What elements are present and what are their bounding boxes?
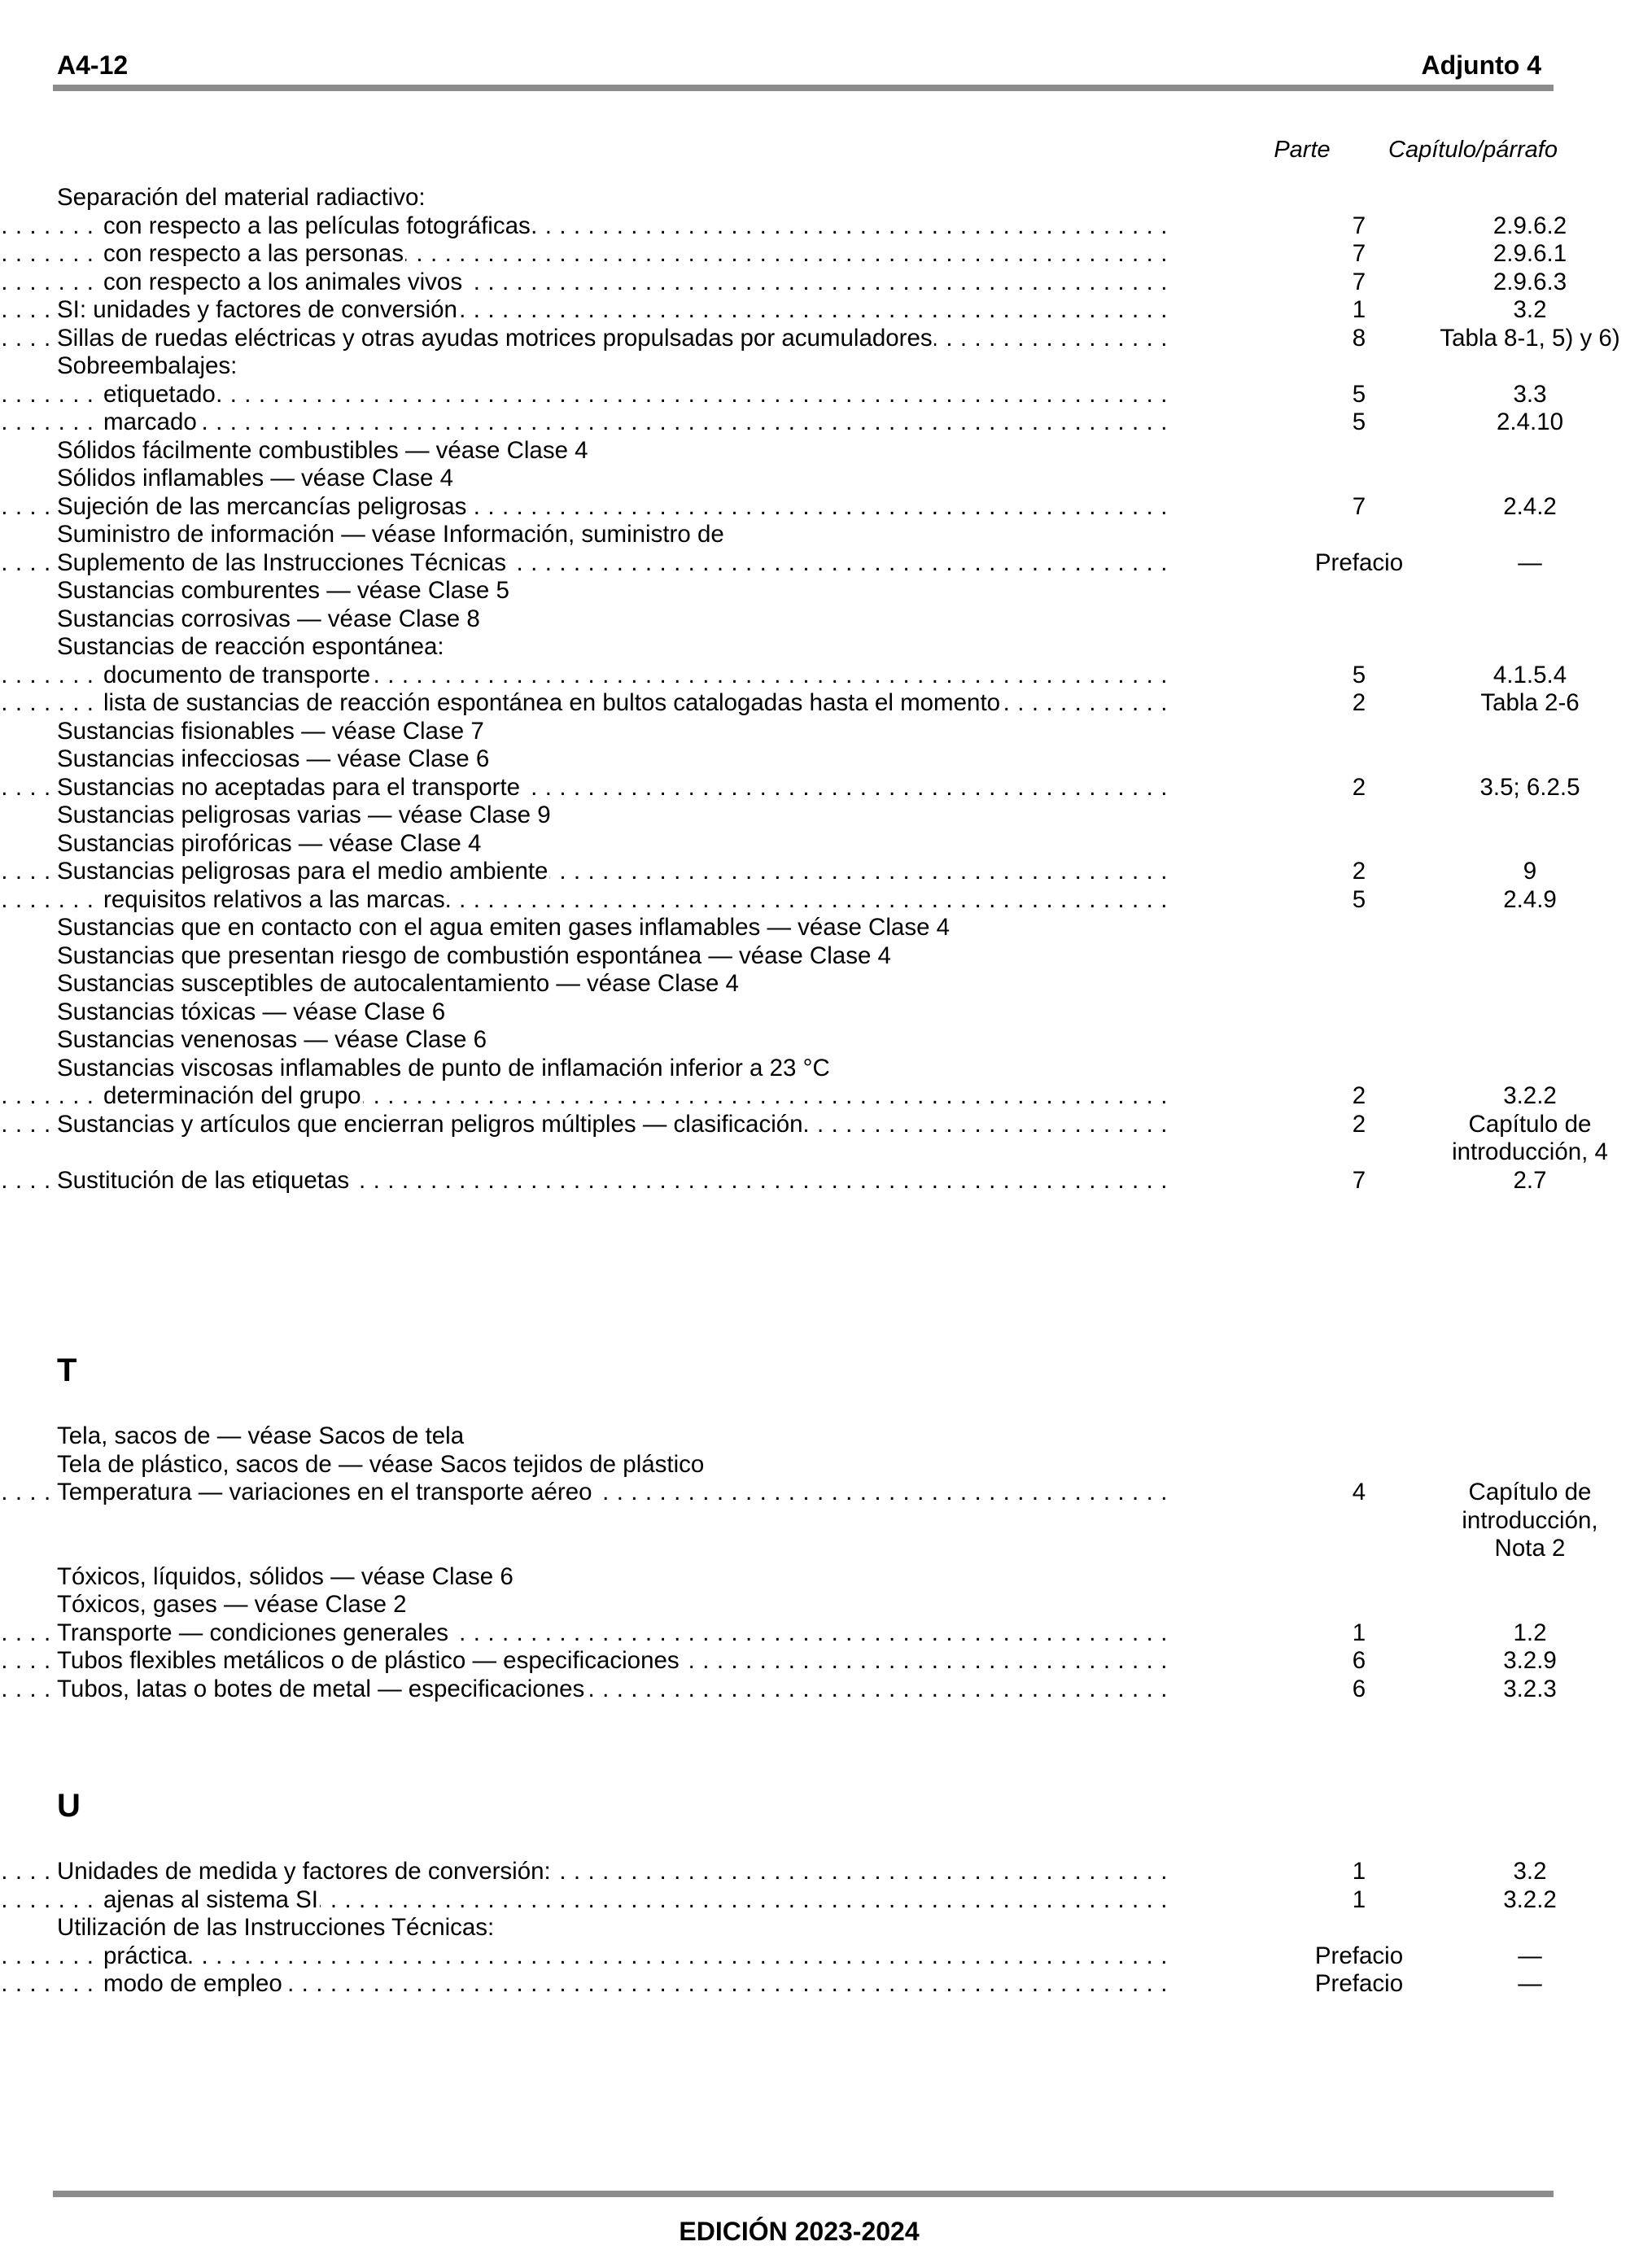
entry-term-cell — [57, 745, 1168, 774]
entry-term: Sustancias pirofóricas — véase Clase 4 — [57, 829, 482, 857]
entry-part: 4 — [1352, 1479, 1366, 1505]
index-subentry — [57, 1885, 1557, 1915]
entry-term: con respecto a las personas — [103, 240, 404, 267]
section-letter: T — [57, 1352, 77, 1388]
index-entry — [57, 1914, 1554, 1942]
edition-footer: EDICIÓN 2023-2024 — [679, 2217, 920, 2246]
entry-term-cell — [57, 1422, 1168, 1451]
column-headers — [0, 137, 1598, 166]
entry-term-cell — [57, 1111, 1168, 1139]
entry-term-cell — [57, 942, 1168, 971]
entry-term: Sólidos fácilmente combustibles — véase Clase 4 — [57, 436, 588, 464]
entry-part: 2 — [1352, 689, 1366, 716]
entry-term-cell — [103, 409, 1168, 437]
index-entry — [57, 577, 1554, 605]
entry-reference: 9 — [1523, 858, 1537, 885]
section-spacer — [57, 1830, 1554, 1858]
entry-term: requisitos relativos a las marcas — [103, 885, 445, 913]
entry-term-cell — [57, 296, 1168, 325]
index-entry — [57, 802, 1554, 830]
entry-reference: 2.9.6.1 — [1492, 240, 1567, 267]
entry-term-cell — [57, 718, 1168, 746]
index-entry — [57, 942, 1554, 971]
entry-term-cell — [103, 269, 1168, 297]
index-entry — [57, 492, 1557, 522]
index-entry — [57, 1422, 1554, 1451]
entry-term-cell — [57, 774, 1168, 802]
entry-term-cell — [57, 1026, 1168, 1055]
entry-term-cell — [103, 1082, 1168, 1111]
entry-term: ajenas al sistema SI — [103, 1885, 318, 1913]
entry-term: con respecto a los animales vivos — [103, 268, 463, 295]
index-entry — [57, 1479, 1598, 1563]
entry-reference: 3.2.9 — [1503, 1647, 1557, 1674]
entry-term-cell — [57, 1563, 1168, 1592]
index-entry — [57, 633, 1554, 662]
entry-term-cell — [57, 352, 1168, 381]
entry-term: Sustancias que en contacto con el agua emiten gases inflamables — véase Clase 4 — [57, 914, 951, 941]
column-header-capitulo: Capítulo/párrafo — [1388, 137, 1558, 163]
entry-reference: 3.2.2 — [1503, 1885, 1557, 1913]
index-entry — [57, 1110, 1608, 1167]
entry-term-cell — [57, 1451, 1168, 1479]
entry-term-cell — [57, 325, 1168, 353]
entry-term: Utilización de las Instrucciones Técnicas: — [57, 1914, 495, 1941]
index-subentry — [57, 409, 1564, 437]
entry-reference: 2.4.9 — [1503, 885, 1557, 913]
entry-term: Tubos, latas o botes de metal — especificaciones — [57, 1675, 585, 1702]
entry-term-cell — [57, 1914, 1168, 1942]
entry-term-cell — [103, 240, 1168, 269]
entry-part: 7 — [1352, 240, 1366, 267]
entry-term-cell — [57, 1619, 1168, 1648]
index-entry — [57, 184, 1554, 212]
entry-part: 8 — [1352, 324, 1366, 352]
index-entry — [57, 437, 1554, 465]
entry-term-cell — [103, 1970, 1168, 1999]
entry-term-cell — [57, 521, 1168, 549]
entry-reference: 2.9.6.2 — [1492, 212, 1567, 239]
entry-part: 7 — [1352, 492, 1366, 520]
entry-term: Sobreembalajes: — [57, 352, 238, 379]
entry-term: Tela, sacos de — véase Sacos de tela — [57, 1422, 465, 1449]
entry-term: determinación del grupo — [103, 1082, 361, 1109]
index-entry — [57, 605, 1554, 634]
entry-term: Transporte — condiciones generales — [57, 1619, 449, 1646]
index-entry — [57, 718, 1554, 746]
entry-term: práctica — [103, 1942, 188, 1969]
entry-part: 2 — [1352, 1110, 1366, 1138]
entry-reference: Tabla 8-1, 5) y 6) — [1440, 324, 1620, 352]
entry-term: documento de transporte — [103, 661, 370, 688]
column-header-parte: Parte — [1274, 137, 1331, 163]
entry-reference: 4.1.5.4 — [1492, 661, 1567, 688]
entry-part: 5 — [1352, 409, 1366, 435]
index-entry — [57, 549, 1554, 578]
index-entry — [57, 1563, 1554, 1592]
entry-term-cell — [103, 381, 1168, 409]
entry-term: Sujeción de las mercancías peligrosas — [57, 492, 467, 520]
entry-reference: 3.2 — [1513, 296, 1547, 323]
entry-term-cell — [57, 970, 1168, 998]
index-entry — [57, 745, 1554, 774]
index-subentry — [57, 689, 1580, 718]
index-subentry — [57, 212, 1567, 241]
entry-term-cell — [57, 1647, 1168, 1676]
index-subentry — [57, 268, 1567, 297]
entry-term-cell — [57, 605, 1168, 634]
index-entry — [57, 296, 1554, 325]
entry-term-cell — [57, 577, 1168, 605]
entry-term-cell — [57, 1479, 1168, 1507]
entry-term-cell — [57, 1676, 1168, 1704]
entry-term: Sustancias fisionables — véase Clase 7 — [57, 717, 484, 745]
entry-term: Sustancias venenosas — véase Clase 6 — [57, 1026, 487, 1053]
entry-reference: 3.2.2 — [1503, 1082, 1557, 1109]
entry-term: modo de empleo — [103, 1970, 282, 1997]
entry-term-cell — [57, 914, 1168, 942]
index-entry — [57, 998, 1554, 1027]
section-spacer — [57, 1395, 1554, 1422]
index-entry — [57, 1451, 1554, 1479]
footer-divider — [53, 2191, 1554, 2197]
index-entry — [57, 352, 1554, 381]
entry-term-cell — [57, 998, 1168, 1027]
entry-part: 7 — [1352, 1166, 1366, 1194]
entry-term: Tóxicos, gases — véase Clase 2 — [57, 1591, 407, 1618]
entry-term: Tela de plástico, sacos de — véase Sacos tejidos de plástico — [57, 1450, 705, 1478]
index-subentry — [57, 1942, 1554, 1971]
index-entry — [57, 1858, 1554, 1886]
index-subentry — [57, 885, 1557, 915]
entry-term: marcado — [103, 409, 197, 435]
entry-part: 2 — [1352, 773, 1366, 801]
entry-reference: 2.4.10 — [1496, 409, 1564, 435]
index-entry — [57, 1055, 1554, 1083]
entry-term-cell — [103, 1942, 1168, 1971]
entry-term: Sustancias y artículos que encierran peligros múltiples — clasificación — [57, 1110, 803, 1138]
entry-term-cell — [57, 437, 1168, 465]
entry-reference: — — [1518, 1942, 1542, 1969]
index-subentry — [57, 240, 1567, 269]
entry-term: Sólidos inflamables — véase Clase 4 — [57, 465, 453, 492]
entry-term-cell — [57, 802, 1168, 830]
index-section-t — [57, 1351, 1598, 1703]
entry-term-cell — [57, 858, 1168, 886]
entry-term: Sustancias que presentan riesgo de combustión espontánea — véase Clase 4 — [57, 942, 891, 969]
entry-term: Sustancias corrosivas — véase Clase 8 — [57, 605, 480, 632]
index-subentry — [57, 661, 1567, 690]
entry-term-cell — [57, 633, 1168, 662]
entry-term: Suplemento de las Instrucciones Técnicas — [57, 548, 507, 576]
entry-term-cell — [103, 886, 1168, 915]
entry-part: 5 — [1352, 380, 1366, 408]
entry-term: Sustancias comburentes — véase Clase 5 — [57, 577, 509, 604]
entry-term: Sustancias peligrosas para el medio ambiente — [57, 858, 548, 885]
entry-reference: — — [1518, 548, 1542, 576]
index-section-s — [57, 184, 1620, 1195]
entry-reference: 3.2.3 — [1503, 1675, 1557, 1702]
entry-part: Prefacio — [1314, 1942, 1404, 1969]
entry-reference: Tabla 2-6 — [1480, 689, 1580, 716]
entry-part: 7 — [1352, 268, 1366, 295]
entry-reference: 2.4.2 — [1503, 492, 1557, 520]
entry-term: Sustitución de las etiquetas — [57, 1166, 350, 1194]
entry-part: 2 — [1352, 858, 1366, 885]
page-number: A4-12 — [57, 50, 129, 80]
index-entry — [57, 970, 1554, 998]
header-divider — [53, 85, 1554, 91]
entry-term: Sustancias infecciosas — véase Clase 6 — [57, 745, 490, 772]
entry-term: Suministro de información — véase Información, suministro de — [57, 521, 724, 548]
entry-reference: — — [1518, 1970, 1542, 1997]
entry-term-cell — [57, 830, 1168, 859]
index-entry — [57, 1619, 1554, 1648]
entry-part: 1 — [1352, 296, 1366, 323]
entry-reference: 2.9.6.3 — [1492, 268, 1567, 295]
entry-term-cell — [57, 184, 1168, 212]
entry-term-cell — [103, 662, 1168, 690]
entry-reference: 1.2 — [1513, 1619, 1547, 1646]
entry-term-cell — [103, 689, 1168, 718]
entry-reference: 3.3 — [1513, 380, 1547, 408]
entry-term-cell — [57, 549, 1168, 578]
index-entry — [57, 830, 1554, 859]
entry-part: 1 — [1352, 1885, 1366, 1913]
index-entry — [57, 1591, 1554, 1619]
entry-term: lista de sustancias de reacción espontánea en bultos catalogadas hasta el momento — [103, 689, 1001, 716]
entry-part: 5 — [1352, 661, 1366, 688]
index-entry — [57, 521, 1554, 549]
entry-part: 5 — [1352, 885, 1366, 913]
attachment-title: Adjunto 4 — [1421, 50, 1541, 80]
entry-term: etiquetado — [103, 380, 216, 408]
entry-term: Unidades de medida y factores de conversión: — [57, 1858, 551, 1885]
entry-term: Separación del material radiactivo: — [57, 184, 426, 211]
index-subentry — [57, 1082, 1557, 1111]
index-entry — [57, 1647, 1557, 1676]
index-entry — [57, 914, 1554, 942]
entry-term: Sustancias susceptibles de autocalentamiento — véase Clase 4 — [57, 970, 739, 997]
entry-part: 1 — [1352, 1858, 1366, 1885]
index-entry — [57, 858, 1554, 886]
entry-term: con respecto a las películas fotográficas — [103, 212, 531, 239]
entry-term-cell — [57, 1055, 1168, 1083]
entry-part: Prefacio — [1314, 548, 1404, 576]
entry-term-cell — [57, 1858, 1168, 1886]
entry-term: Temperatura — variaciones en el transporte aéreo — [57, 1479, 592, 1505]
entry-term: Sustancias peligrosas varias — véase Clase 9 — [57, 802, 551, 828]
index-section-u — [57, 1786, 1557, 1999]
entry-reference: 3.5; 6.2.5 — [1479, 773, 1580, 801]
index-entry — [57, 773, 1580, 802]
entry-term: Tubos flexibles metálicos o de plástico — especificaciones — [57, 1647, 680, 1674]
entry-reference: 3.2 — [1513, 1858, 1547, 1885]
index-entry — [57, 324, 1620, 353]
entry-term-cell — [57, 1591, 1168, 1619]
entry-term: Sustancias viscosas inflamables de punto de inflamación inferior a 23 °C — [57, 1054, 830, 1081]
entry-part: 7 — [1352, 212, 1366, 239]
entry-part: 6 — [1352, 1647, 1366, 1674]
entry-term: SI: unidades y factores de conversión — [57, 296, 457, 323]
index-entry — [57, 465, 1554, 493]
entry-reference: 2.7 — [1513, 1166, 1547, 1194]
entry-term-cell — [103, 1886, 1168, 1915]
entry-term: Sustancias tóxicas — véase Clase 6 — [57, 998, 446, 1025]
entry-term: Sustancias no aceptadas para el transporte — [57, 773, 521, 801]
entry-part: Prefacio — [1314, 1970, 1404, 1997]
entry-reference: Capítulo de introducción, 4 — [1452, 1110, 1608, 1165]
index-entry — [57, 1167, 1554, 1195]
entry-term-cell — [57, 465, 1168, 493]
entry-part: 1 — [1352, 1619, 1366, 1646]
entry-term-cell — [103, 212, 1168, 241]
section-letter: U — [57, 1788, 81, 1824]
entry-term: Tóxicos, líquidos, sólidos — véase Clase 6 — [57, 1562, 514, 1590]
entry-term-cell — [57, 1167, 1168, 1195]
index-entry — [57, 1675, 1557, 1704]
entry-term: Sillas de ruedas eléctricas y otras ayudas motrices propulsadas por acumuladores — [57, 324, 933, 352]
index-subentry — [57, 381, 1554, 409]
index-entry — [57, 1026, 1554, 1055]
index-subentry — [57, 1970, 1554, 1999]
entry-term-cell — [57, 493, 1168, 522]
entry-reference: Capítulo de introducción, Nota 2 — [1462, 1479, 1598, 1562]
entry-part: 2 — [1352, 1082, 1366, 1109]
entry-term: Sustancias de reacción espontánea: — [57, 633, 444, 660]
entry-part: 6 — [1352, 1675, 1366, 1702]
